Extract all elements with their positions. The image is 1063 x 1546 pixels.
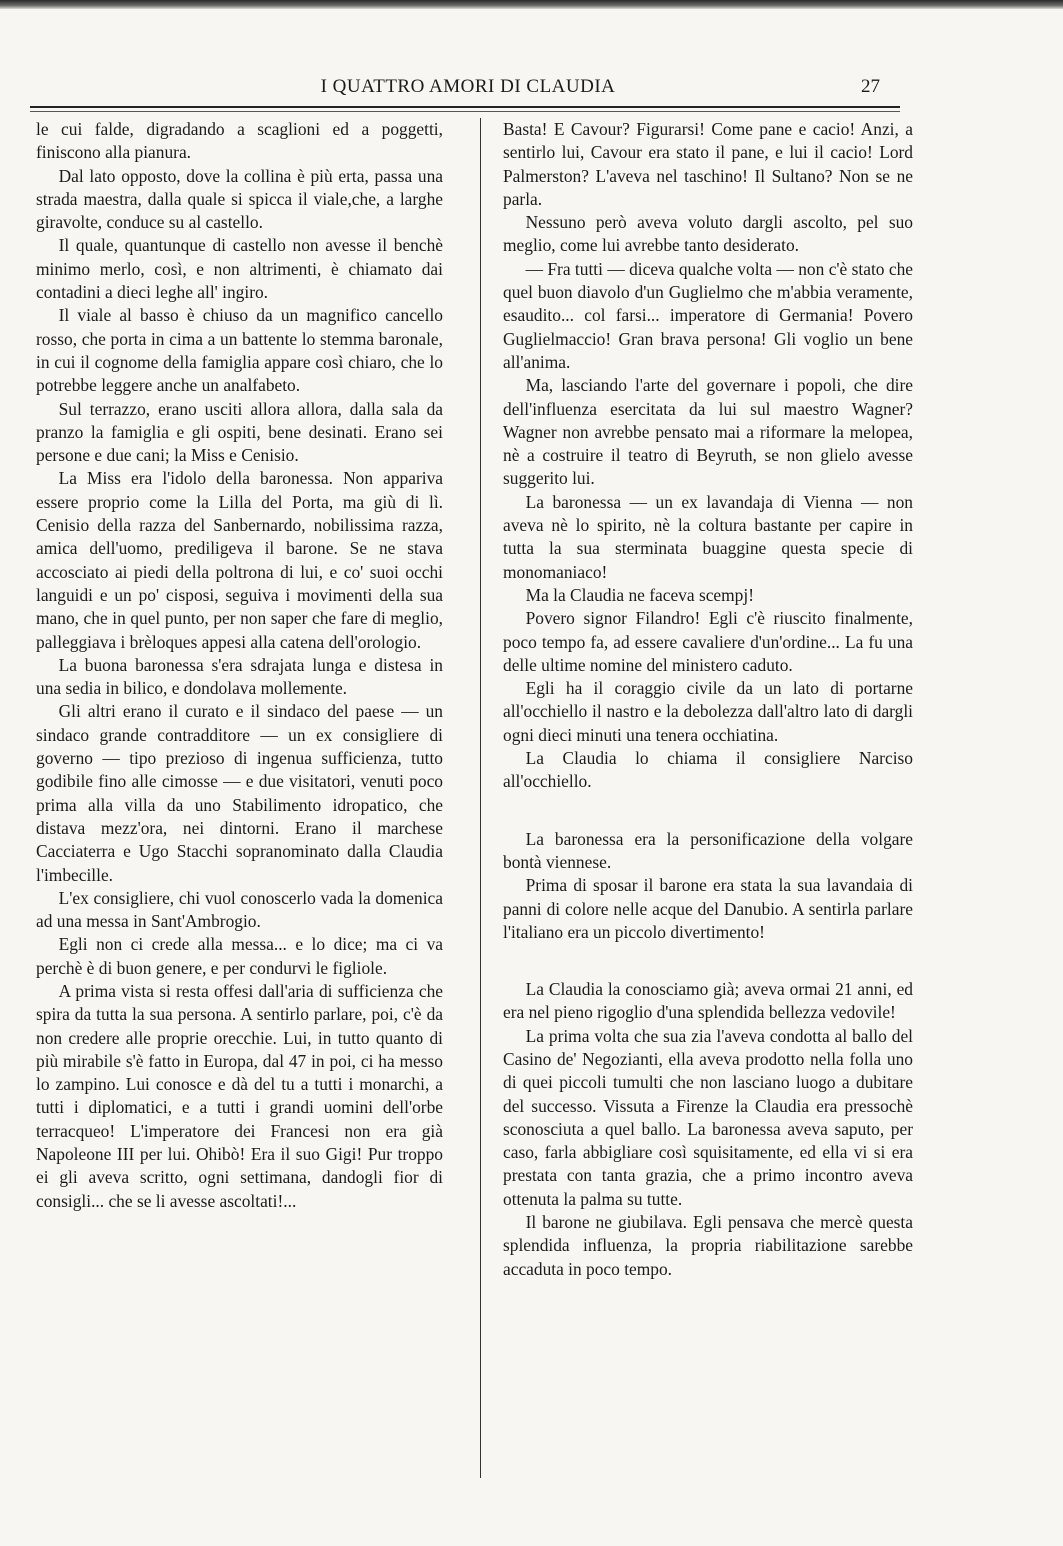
paragraph: La Miss era l'idolo della baronessa. Non appariva essere proprio come la Lilla del Porta, ma giù di lì. Cenisio della razza del Sanbernardo, nobilissima razza, amica dell'uomo, prediligeva il barone. Se ne stava accosciato ai piedi della poltrona di lui, e co' suoi occhi languidi e un po' cisposi, seguiva i movimenti della sua mano, che in quel punto, per non saper che fare di meglio, palleggiava i brèloques appesi alla catena dell'orologio. bbox=[36, 468, 443, 652]
paragraph: Sul terrazzo, erano usciti allora allora, dalla sala da pranzo la famiglia e gli ospiti, bene desinati. Erano sei persone e due cani; la Miss e Cenisio. bbox=[36, 398, 443, 466]
running-title: I QUATTRO AMORI DI CLAUDIA bbox=[320, 76, 616, 97]
paragraph: Egli ha il coraggio civile da un lato di portarne all'occhiello il nastro e la debolezza dall'altro lato di dargli ogni dieci minuti una tenera occhiatina. bbox=[503, 678, 913, 745]
paragraph: La prima volta che sua zia l'aveva condotta al ballo del Casino de' Negozianti, ella aveva prodotto nella folla uno di quei piccoli tumulti che non lasciano luogo a dubitare del successo. Vissuta a Firenze la Claudia era pressochè sconosciuta a quel ballo. La baronessa aveva saputo, per caso, farla abbigliare così squisitamente, ed ella vi si era prestata con tanta grazia, che a primo incontro aveva ottenuta la palma su tutte. bbox=[503, 1025, 913, 1209]
paragraph: Ma la Claudia ne faceva scempj! bbox=[525, 584, 754, 605]
paragraph: Ma, lasciando l'arte del governare i popoli, che dire dell'influenza esercitata da lui sul maestro Wagner? Wagner non avrebbe pensato mai a riformare la melopea, nè a costruire il teatro di Beyruth, se non glielo avesse suggerito lui. bbox=[503, 375, 913, 489]
paragraph: — Fra tutti — diceva qualche volta — non c'è stato che quel buon diavolo d'un Guglielmo che m'abbia veramente, esaudito... col farsi... imperatore di Germania! Povero Guglielmaccio! Gran brava persona! Gli voglio un bene all'anima. bbox=[503, 258, 913, 372]
left-column bbox=[36, 118, 443, 1213]
header-rule-thick bbox=[30, 106, 900, 108]
paragraph: Povero signor Filandro! Egli c'è riuscito finalmente, poco tempo fa, ad essere cavaliere d'un'ordine... La fu una delle ultime nomine del ministero caduto. bbox=[503, 608, 913, 675]
right-column bbox=[503, 118, 913, 1281]
paragraph: Il quale, quantunque di castello non avesse il benchè minimo merlo, così, e non altrimenti, è chiamato dai contadini a dieci leghe all' ingiro. bbox=[36, 235, 443, 303]
paragraph: Il barone ne giubilava. Egli pensava che mercè questa splendida influenza, la propria riabilitazione sarebbe accaduta in poco tempo. bbox=[503, 1212, 913, 1279]
page-number: 27 bbox=[861, 76, 880, 97]
paragraph: Dal lato opposto, dove la collina è più erta, passa una strada maestra, dalla quale si spicca il viale,che, a larghe giravolte, conduce su al castello. bbox=[36, 165, 443, 233]
header-rule-thin bbox=[30, 111, 900, 112]
paragraph: Gli altri erano il curato e il sindaco del paese — un sindaco grande contradditore — un ex consigliere di governo — tipo prezioso di ingenua sufficienza, tutto godibile fino alle cimosse — e due visitatori, venuti poco prima alla villa da uno Stabilimento idropatico, che distava mezz'ora, nei dintorni. Erano il marchese Cacciaterra e Ugo Stacchi sopranominato dalla Claudia l'imbecille. bbox=[36, 701, 443, 885]
paragraph: A prima vista si resta offesi dall'aria di sufficienza che spira da tutta la sua persona. A sentirlo parlare, poi, c'è da non credere alle proprie orecchie. Lui, in tutto quanto di più mirabile s'è fatto in Europa, dal 47 in poi, ci ha messo lo zampino. Lui conosce e dà del tu a tutti i monarchi, a tutti i diplomatici, e a tutti i grandi uomini dell'orbe terracqueo! L'imperatore dei Francesi non era già Napoleone III per lui. Ohibò! Era il suo Gigi! Pur troppo ei gli aveva scritto, ogni settimana, dandogli fior di consigli... che se li avesse ascoltati!... bbox=[36, 980, 443, 1211]
paragraph: Nessuno però aveva voluto dargli ascolto, pel suo meglio, come lui avrebbe tanto desiderato. bbox=[503, 212, 913, 256]
column-divider bbox=[480, 118, 481, 1478]
paragraph: La baronessa — un ex lavandaja di Vienna — non aveva nè lo spirito, nè la coltura bastante per capire in tutta la sua sterminata buaggine questa specie di monomaniaco! bbox=[503, 491, 913, 582]
paragraph: La Claudia lo chiama il consigliere Narciso all'occhiello. bbox=[503, 748, 913, 792]
paragraph: Egli non ci crede alla messa... e lo dice; ma ci va perchè è di buon genere, e per condurvi le figliole. bbox=[36, 934, 443, 978]
paragraph: Prima di sposar il barone era stata la sua lavandaia di panni di colore nelle acque del Danubio. A sentirla parlare l'italiano era un piccolo divertimento! bbox=[503, 875, 913, 942]
paragraph: L'ex consigliere, chi vuol conoscerlo vada la domenica ad una messa in Sant'Ambrogio. bbox=[36, 887, 443, 932]
paragraph: Il viale al basso è chiuso da un magnifico cancello rosso, che porta in cima a un battente lo stemma baronale, in cui il cognome della famiglia appare così chiaro, che lo potrebbe leggere anche un analfabeto. bbox=[36, 305, 443, 396]
paragraph: La baronessa era la personificazione della volgare bontà viennese. bbox=[503, 828, 913, 872]
paragraph: Basta! E Cavour? Figurarsi! Come pane e cacio! Anzi, a sentirlo lui, Cavour era stato il pane, e lui il cacio! Lord Palmerston? L'aveva nel taschino! Il Sultano? Non se ne parla. bbox=[503, 119, 913, 209]
paragraph: le cui falde, digradando a scaglioni ed a poggetti, finiscono alla pianura. bbox=[36, 119, 443, 163]
paragraph: La buona baronessa s'era sdrajata lunga e distesa in una sedia in bilico, e dondolava mollemente. bbox=[36, 654, 443, 699]
paragraph: La Claudia la conosciamo già; aveva ormai 21 anni, ed era nel pieno rigoglio d'una splendida bellezza vedovile! bbox=[503, 979, 913, 1023]
page-header bbox=[30, 76, 906, 106]
page-top-edge bbox=[0, 0, 1063, 9]
